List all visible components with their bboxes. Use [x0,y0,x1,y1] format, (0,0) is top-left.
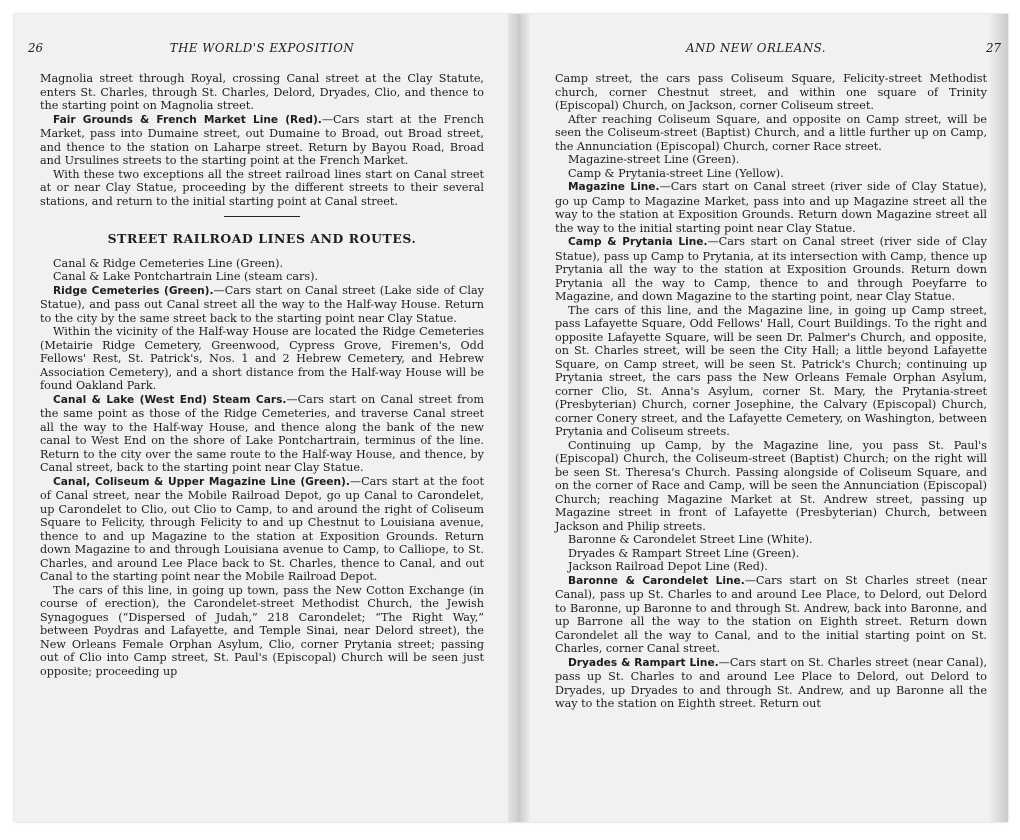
right-running-head: AND NEW ORLEANS. [685,41,827,55]
paragraph: With these two exceptions all the street railroad lines start on Canal street at or near Clay Statue, proceeding by the different streets to their several stations, and return to the initial starting point at Canal street. [40,167,484,208]
book-spread [14,14,1008,822]
left-page [28,41,485,678]
paragraph: Canal, Coliseum & Upper Magazine Line (Green).—Cars start at the foot of Canal street, near the Mobile Railroad Depot, go up Canal to Carondelet, up Carondelet to Clio, out Clio to Camp, to and around the right of Coliseum Square to Felicity, through Felicity to and up Chestnut to Louisiana avenue, thence to and up Magazine to the station at Exposition Grounds. Return down Magazine to and through Louisiana avenue to Camp, to Calliope, to St. Charles, and around Lee Place back to St. Charles, thence to Canal, and out Canal to the starting point near the Mobile Railroad Depot. [40,474,485,583]
route-line-item: Canal & Lake Pontchartrain Line (steam cars). [53,270,319,283]
left-page-header [28,41,484,60]
paragraph: The cars of this line, in going up town, pass the New Cotton Exchange (in course of erection), the Carondelet-street Methodist Church, the Jewish Synagogues (“Dispersed of Judah,” 218 Carondelet; “The Right Way,” between Poydras and Lafayette, and Temple Sinai, near Delord street), the New Orleans Female Orphan Asylum, Clio, corner Prytania street; passing out of Clio into Camp street, St. Paul's (Episcopal) Church will be seen just opposite; proceeding up [40,583,484,678]
route-heading: Magazine Line. [568,181,660,193]
paragraph: Magnolia street through Royal, crossing Canal street at the Clay Statute, enters St. Charles, through St. Charles, Delord, Dryades, Clio, and thence to the starting point on Magnolia street. [40,72,484,112]
section-title: STREET RAILROAD LINES AND ROUTES. [107,231,417,246]
page-edge-shadow [990,14,1008,822]
route-heading: Baronne & Carondelet Line. [568,574,745,587]
paragraph: Within the vicinity of the Half-way House are located the Ridge Cemeteries (Metairie Ridge Cemetery, Greenwood, Cypress Grove, Firemen's, Odd Fellows' Rest, St. Patrick's, Nos. 1 and 2 Hebrew Cemetery, and Hebrew Association Cemetery), and a short distance from the Half-way House will be found Oakland Park. [40,325,484,392]
book-gutter [508,14,530,822]
route-line-item: Canal & Ridge Cemeteries Line (Green). [53,256,284,270]
left-page-number: 26 [28,41,44,55]
route-line-item: Magazine-street Line (Green). [568,153,740,166]
left-running-head: THE WORLD'S EXPOSITION [169,41,355,55]
route-heading: Canal & Lake (West End) Steam Cars. [53,393,287,406]
paragraph: After reaching Coliseum Square, and opposite on Camp street, will be seen the Coliseum-street (Baptist) Church, and a little further up on Camp, the Annunciation (Episcopal) Church, corner Race street. [555,112,987,153]
paragraph: The cars of this line, and the Magazine line, in going up Camp street, pass Lafayette Square, Odd Fellows' Hall, Court Buildings. To the right and opposite Lafayette Square, will be seen Dr. Palmer's Church, and opposite, on St. Charles street, will be seen the City Hall; a little beyond Lafayette Square, on Camp street, will be seen St. Patrick's Church; continuing up Prytania street, the cars pass the New Orleans Female Orphan Asylum, corner Clio, St. Anna's Asylum, corner St. Mary, the Prytania-street (Presbyterian) Church, corner Josephine, the Calvary (Episcopal) Church, corner Conery street, and the Lafayette Cemetery, on Washington, between Prytania and Coliseum streets. [555,303,987,438]
route-line-item: Dryades & Rampart Street Line (Green). [568,546,800,560]
route-heading: Canal, Coliseum & Upper Magazine Line (Green). [53,475,350,488]
paragraph: Continuing up Camp, by the Magazine line, you pass St. Paul's (Episcopal) Church, the Coliseum-street (Baptist) Church; on the right will be seen St. Theresa's Church. Passing alongside of Coliseum Square, and on the corner of Race and Camp, will be seen the Annunciation (Episcopal) Church; reaching Magazine Market at St. Andrew street, passing up Magazine street in front of Lafayette (Presbyterian) Church, between Jackson and Philip streets. [555,438,987,533]
right-page-number: 27 [985,41,1001,55]
route-line-item: Jackson Railroad Depot Line (Red). [568,560,768,573]
route-line-item: Camp & Prytania-street Line (Yellow). [568,166,784,180]
route-heading: Ridge Cemeteries (Green). [53,284,214,297]
route-heading: Dryades & Rampart Line. [568,656,719,669]
paragraph: Fair Grounds & French Market Line (Red).—Cars start at the French Market, pass into Dumaine street, out Dumaine to Broad, out Broad street, and thence to the station on Laharpe street. Return by Bayou Road, Broad and Ursulines streets to the starting point at the French Market. [40,112,484,167]
paragraph: Magazine Line.—Cars start on Canal street (river side of Clay Statue), go up Camp to Magazine Market, pass into and up Magazine street all the way to the station at Exposition Grounds. Return down Magazine street all the way to the initial starting point near Clay Statue. [555,180,987,235]
section-divider [224,216,300,217]
paragraph: Canal & Lake (West End) Steam Cars.—Cars start on Canal street from the same point as those of the Ridge Cemeteries, and traverse Canal street all the way to the Half-way House, and thence along the bank of the new canal to West End on the shore of Lake Pontchartrain, terminus of the line. Return to the city over the same route to the Half-way House, and thence, by Canal street, back to the starting point near Clay Statue. [40,392,484,474]
paragraph: Ridge Cemeteries (Green).—Cars start on Canal street (Lake side of Clay Statue), and pass out Canal street all the way to the Half-way House. Return to the city by the same street back to the starting point near Clay Statue. [40,283,484,325]
route-line-item: Baronne & Carondelet Street Line (White). [568,533,813,546]
right-page-header [555,41,1001,60]
paragraph: Baronne & Carondelet Line.—Cars start on St Charles street (near Canal), pass up St. Charles to and around Lee Place, to Delord, out Delord to Baronne, up Baronne to and through St. Andrew, back into Baronne, and up Barrone all the way to the station on Eighth street. Return down Carondelet all the way to Canal, and to the initial starting point on St. Charles, corner Canal street. [555,573,988,655]
paragraph: Camp street, the cars pass Coliseum Square, Felicity-street Methodist church, corner Chestnut street, and within one square of Trinity (Episcopal) Church, on Jackson, corner Coliseum street. [555,72,987,112]
route-heading: Camp & Prytania Line. [568,236,708,248]
paragraph: Dryades & Rampart Line.—Cars start on St. Charles street (near Canal), pass up St. Charles to and around Lee Place to Delord, out Delord to Dryades, up Dryades to and through St. Andrew, and up Baronne all the way to the station on Eighth street. Return out [555,655,987,710]
paragraph: Camp & Prytania Line.—Cars start on Canal street (river side of Clay Statue), pass up Camp to Prytania, at its intersection with Camp, thence up Prytania all the way to the station at Exposition Grounds. Return down Prytania all the way to Camp, thence to and through Poeyfarre to Magazine, and down Magazine to the starting point, near Clay Statue. [555,235,987,303]
right-page [555,41,1001,711]
route-heading: Fair Grounds & French Market Line (Red). [53,113,322,126]
